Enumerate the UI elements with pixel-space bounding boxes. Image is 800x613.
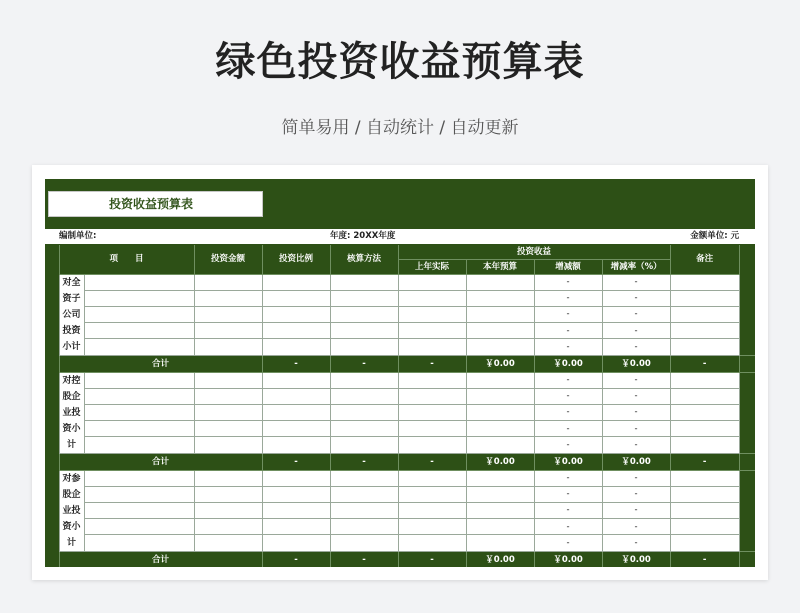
change-amount-cell[interactable]: -	[534, 437, 602, 453]
table-row	[45, 404, 755, 420]
sheet-header-band	[45, 179, 755, 229]
note-cell[interactable]	[670, 470, 739, 486]
this-year-cell[interactable]	[466, 519, 534, 535]
item-cell[interactable]	[84, 274, 194, 290]
note-cell[interactable]	[670, 404, 739, 420]
ratio-cell[interactable]	[262, 404, 330, 420]
last-year-cell[interactable]	[398, 372, 466, 388]
org-unit-label[interactable]: 编制单位:	[59, 229, 330, 244]
ratio-cell[interactable]	[262, 372, 330, 388]
info-row	[45, 229, 755, 244]
note-cell[interactable]	[670, 437, 739, 453]
ratio-cell[interactable]	[262, 339, 330, 355]
change-rate-cell[interactable]: -	[602, 339, 670, 355]
method-cell[interactable]	[330, 486, 398, 502]
change-amount-cell[interactable]: -	[534, 388, 602, 404]
table-row	[45, 437, 755, 453]
change-rate-cell[interactable]: -	[602, 437, 670, 453]
change-rate-cell[interactable]: -	[602, 404, 670, 420]
this-year-cell[interactable]	[466, 306, 534, 322]
note-cell[interactable]	[670, 502, 739, 518]
last-year-cell[interactable]	[398, 535, 466, 551]
table-row	[45, 339, 755, 355]
this-year-cell[interactable]	[466, 404, 534, 420]
total-last-year[interactable]: ￥0.00	[466, 355, 534, 372]
change-amount-cell[interactable]: -	[534, 274, 602, 290]
item-cell[interactable]	[84, 486, 194, 502]
total-amount[interactable]: -	[262, 551, 330, 567]
this-year-cell[interactable]	[466, 437, 534, 453]
item-cell[interactable]	[84, 323, 194, 339]
note-cell[interactable]	[670, 519, 739, 535]
this-year-cell[interactable]	[466, 535, 534, 551]
ratio-cell[interactable]	[262, 486, 330, 502]
sheet-title[interactable]: 投资收益预算表	[48, 191, 263, 217]
method-cell[interactable]	[330, 437, 398, 453]
total-amount[interactable]: -	[262, 453, 330, 470]
amount-cell[interactable]	[194, 404, 262, 420]
table-row	[45, 486, 755, 502]
change-amount-cell[interactable]: -	[534, 372, 602, 388]
change-rate-cell[interactable]: -	[602, 486, 670, 502]
amount-cell[interactable]	[194, 535, 262, 551]
ratio-cell[interactable]	[262, 323, 330, 339]
amount-cell[interactable]	[194, 339, 262, 355]
change-amount-cell[interactable]: -	[534, 290, 602, 306]
spreadsheet-card	[32, 165, 768, 580]
change-amount-cell[interactable]: -	[534, 519, 602, 535]
note-cell[interactable]	[670, 372, 739, 388]
change-amount-cell[interactable]: -	[534, 306, 602, 322]
header-note[interactable]: 备注	[670, 244, 739, 274]
total-change-amount[interactable]: ￥0.00	[602, 551, 670, 567]
change-rate-cell[interactable]: -	[602, 519, 670, 535]
method-cell[interactable]	[330, 404, 398, 420]
change-amount-cell[interactable]: -	[534, 421, 602, 437]
last-year-cell[interactable]	[398, 519, 466, 535]
method-cell[interactable]	[330, 470, 398, 486]
note-cell[interactable]	[670, 339, 739, 355]
amount-cell[interactable]	[194, 470, 262, 486]
change-rate-cell[interactable]: -	[602, 290, 670, 306]
change-rate-cell[interactable]: -	[602, 421, 670, 437]
last-year-cell[interactable]	[398, 274, 466, 290]
ratio-cell[interactable]	[262, 437, 330, 453]
last-year-cell[interactable]	[398, 306, 466, 322]
last-year-cell[interactable]	[398, 323, 466, 339]
method-cell[interactable]	[330, 519, 398, 535]
note-cell[interactable]	[670, 274, 739, 290]
amount-cell[interactable]	[194, 274, 262, 290]
item-cell[interactable]	[84, 519, 194, 535]
method-cell[interactable]	[330, 306, 398, 322]
header-change-rate[interactable]: 增减率（%）	[602, 259, 670, 274]
total-label[interactable]: 合计	[59, 453, 262, 470]
item-cell[interactable]	[84, 502, 194, 518]
note-cell[interactable]	[670, 306, 739, 322]
this-year-cell[interactable]	[466, 388, 534, 404]
change-rate-cell[interactable]: -	[602, 372, 670, 388]
group-label[interactable]: 对全资子公司投资小计	[59, 274, 84, 355]
header-income-group[interactable]: 投资收益	[398, 244, 670, 259]
header-last-year[interactable]: 上年实际	[398, 259, 466, 274]
amount-cell[interactable]	[194, 388, 262, 404]
this-year-cell[interactable]	[466, 502, 534, 518]
change-rate-cell[interactable]: -	[602, 535, 670, 551]
page-subtitle: 简单易用 / 自动统计 / 自动更新	[281, 118, 519, 138]
change-amount-cell[interactable]: -	[534, 486, 602, 502]
ratio-cell[interactable]	[262, 274, 330, 290]
total-this-year[interactable]: ￥0.00	[534, 355, 602, 372]
this-year-cell[interactable]	[466, 470, 534, 486]
change-amount-cell[interactable]: -	[534, 404, 602, 420]
total-last-year[interactable]: ￥0.00	[466, 453, 534, 470]
table-row	[45, 306, 755, 322]
header-change-amount[interactable]: 增减额	[534, 259, 602, 274]
this-year-cell[interactable]	[466, 323, 534, 339]
ratio-cell[interactable]	[262, 290, 330, 306]
amount-cell[interactable]	[194, 323, 262, 339]
ratio-cell[interactable]	[262, 421, 330, 437]
this-year-cell[interactable]	[466, 290, 534, 306]
table-row	[45, 388, 755, 404]
total-note[interactable]	[739, 453, 755, 470]
item-cell[interactable]	[84, 339, 194, 355]
this-year-cell[interactable]	[466, 339, 534, 355]
change-amount-cell[interactable]: -	[534, 502, 602, 518]
table-row	[45, 290, 755, 306]
table-row	[45, 421, 755, 437]
this-year-cell[interactable]	[466, 421, 534, 437]
amount-cell[interactable]	[194, 421, 262, 437]
this-year-cell[interactable]	[466, 486, 534, 502]
amount-cell[interactable]	[194, 486, 262, 502]
total-row	[45, 355, 755, 372]
change-rate-cell[interactable]: -	[602, 274, 670, 290]
change-rate-cell[interactable]: -	[602, 388, 670, 404]
amount-cell[interactable]	[194, 306, 262, 322]
spreadsheet	[45, 179, 755, 567]
method-cell[interactable]	[330, 372, 398, 388]
method-cell[interactable]	[330, 274, 398, 290]
change-rate-cell[interactable]: -	[602, 502, 670, 518]
item-cell[interactable]	[84, 388, 194, 404]
ratio-cell[interactable]	[262, 388, 330, 404]
ratio-cell[interactable]	[262, 306, 330, 322]
ratio-cell[interactable]	[262, 535, 330, 551]
note-cell[interactable]	[670, 535, 739, 551]
last-year-cell[interactable]	[398, 339, 466, 355]
currency-unit-label[interactable]: 金额单位: 元	[602, 229, 739, 244]
method-cell[interactable]	[330, 421, 398, 437]
item-cell[interactable]	[84, 372, 194, 388]
header-amount[interactable]: 投资金额	[194, 244, 262, 274]
method-cell[interactable]	[330, 339, 398, 355]
last-year-cell[interactable]	[398, 486, 466, 502]
table-row	[45, 470, 755, 486]
table-row	[45, 535, 755, 551]
header-method[interactable]: 核算方法	[330, 244, 398, 274]
total-change-amount[interactable]: ￥0.00	[602, 355, 670, 372]
note-cell[interactable]	[670, 388, 739, 404]
header-this-year[interactable]: 本年预算	[466, 259, 534, 274]
total-note[interactable]	[739, 551, 755, 567]
total-label[interactable]: 合计	[59, 355, 262, 372]
budget-table	[45, 229, 755, 567]
total-row	[45, 453, 755, 470]
last-year-cell[interactable]	[398, 470, 466, 486]
total-this-year[interactable]: ￥0.00	[534, 453, 602, 470]
group-label[interactable]: 对控股企业投资小计	[59, 372, 84, 453]
ratio-cell[interactable]	[262, 502, 330, 518]
this-year-cell[interactable]	[466, 274, 534, 290]
amount-cell[interactable]	[194, 437, 262, 453]
total-change-rate[interactable]: -	[670, 355, 739, 372]
method-cell[interactable]	[330, 388, 398, 404]
method-cell[interactable]	[330, 323, 398, 339]
change-rate-cell[interactable]: -	[602, 470, 670, 486]
last-year-cell[interactable]	[398, 437, 466, 453]
group-label[interactable]: 对参股企业投资小计	[59, 470, 84, 551]
total-note[interactable]	[739, 355, 755, 372]
change-rate-cell[interactable]: -	[602, 306, 670, 322]
amount-cell[interactable]	[194, 502, 262, 518]
total-last-year[interactable]: ￥0.00	[466, 551, 534, 567]
total-label[interactable]: 合计	[59, 551, 262, 567]
note-cell[interactable]	[670, 323, 739, 339]
change-amount-cell[interactable]: -	[534, 535, 602, 551]
method-cell[interactable]	[330, 290, 398, 306]
ratio-cell[interactable]	[262, 470, 330, 486]
total-this-year[interactable]: ￥0.00	[534, 551, 602, 567]
total-change-rate[interactable]: -	[670, 551, 739, 567]
item-cell[interactable]	[84, 535, 194, 551]
item-cell[interactable]	[84, 470, 194, 486]
item-cell[interactable]	[84, 290, 194, 306]
total-amount[interactable]: -	[262, 355, 330, 372]
note-cell[interactable]	[670, 290, 739, 306]
amount-cell[interactable]	[194, 519, 262, 535]
total-change-rate[interactable]: -	[670, 453, 739, 470]
total-row	[45, 551, 755, 567]
last-year-cell[interactable]	[398, 421, 466, 437]
item-cell[interactable]	[84, 437, 194, 453]
table-row	[45, 274, 755, 290]
total-method[interactable]: -	[398, 453, 466, 470]
header-item[interactable]: 项 目	[59, 244, 194, 274]
item-cell[interactable]	[84, 306, 194, 322]
total-method[interactable]: -	[398, 551, 466, 567]
table-row	[45, 502, 755, 518]
method-cell[interactable]	[330, 502, 398, 518]
table-row	[45, 519, 755, 535]
amount-cell[interactable]	[194, 372, 262, 388]
this-year-cell[interactable]	[466, 372, 534, 388]
total-ratio[interactable]: -	[330, 551, 398, 567]
last-year-cell[interactable]	[398, 502, 466, 518]
table-row	[45, 323, 755, 339]
last-year-cell[interactable]	[398, 290, 466, 306]
header-ratio[interactable]: 投资比例	[262, 244, 330, 274]
total-ratio[interactable]: -	[330, 355, 398, 372]
last-year-cell[interactable]	[398, 404, 466, 420]
change-amount-cell[interactable]: -	[534, 323, 602, 339]
last-year-cell[interactable]	[398, 388, 466, 404]
total-ratio[interactable]: -	[330, 453, 398, 470]
year-label[interactable]: 年度: 20XX年度	[330, 229, 602, 244]
total-change-amount[interactable]: ￥0.00	[602, 453, 670, 470]
change-amount-cell[interactable]: -	[534, 339, 602, 355]
change-rate-cell[interactable]: -	[602, 323, 670, 339]
method-cell[interactable]	[330, 535, 398, 551]
total-method[interactable]: -	[398, 355, 466, 372]
ratio-cell[interactable]	[262, 519, 330, 535]
item-cell[interactable]	[84, 421, 194, 437]
amount-cell[interactable]	[194, 290, 262, 306]
page-title: 绿色投资收益预算表	[215, 39, 585, 85]
note-cell[interactable]	[670, 486, 739, 502]
note-cell[interactable]	[670, 421, 739, 437]
change-amount-cell[interactable]: -	[534, 470, 602, 486]
item-cell[interactable]	[84, 404, 194, 420]
header-row-1	[45, 244, 755, 259]
table-row	[45, 372, 755, 388]
